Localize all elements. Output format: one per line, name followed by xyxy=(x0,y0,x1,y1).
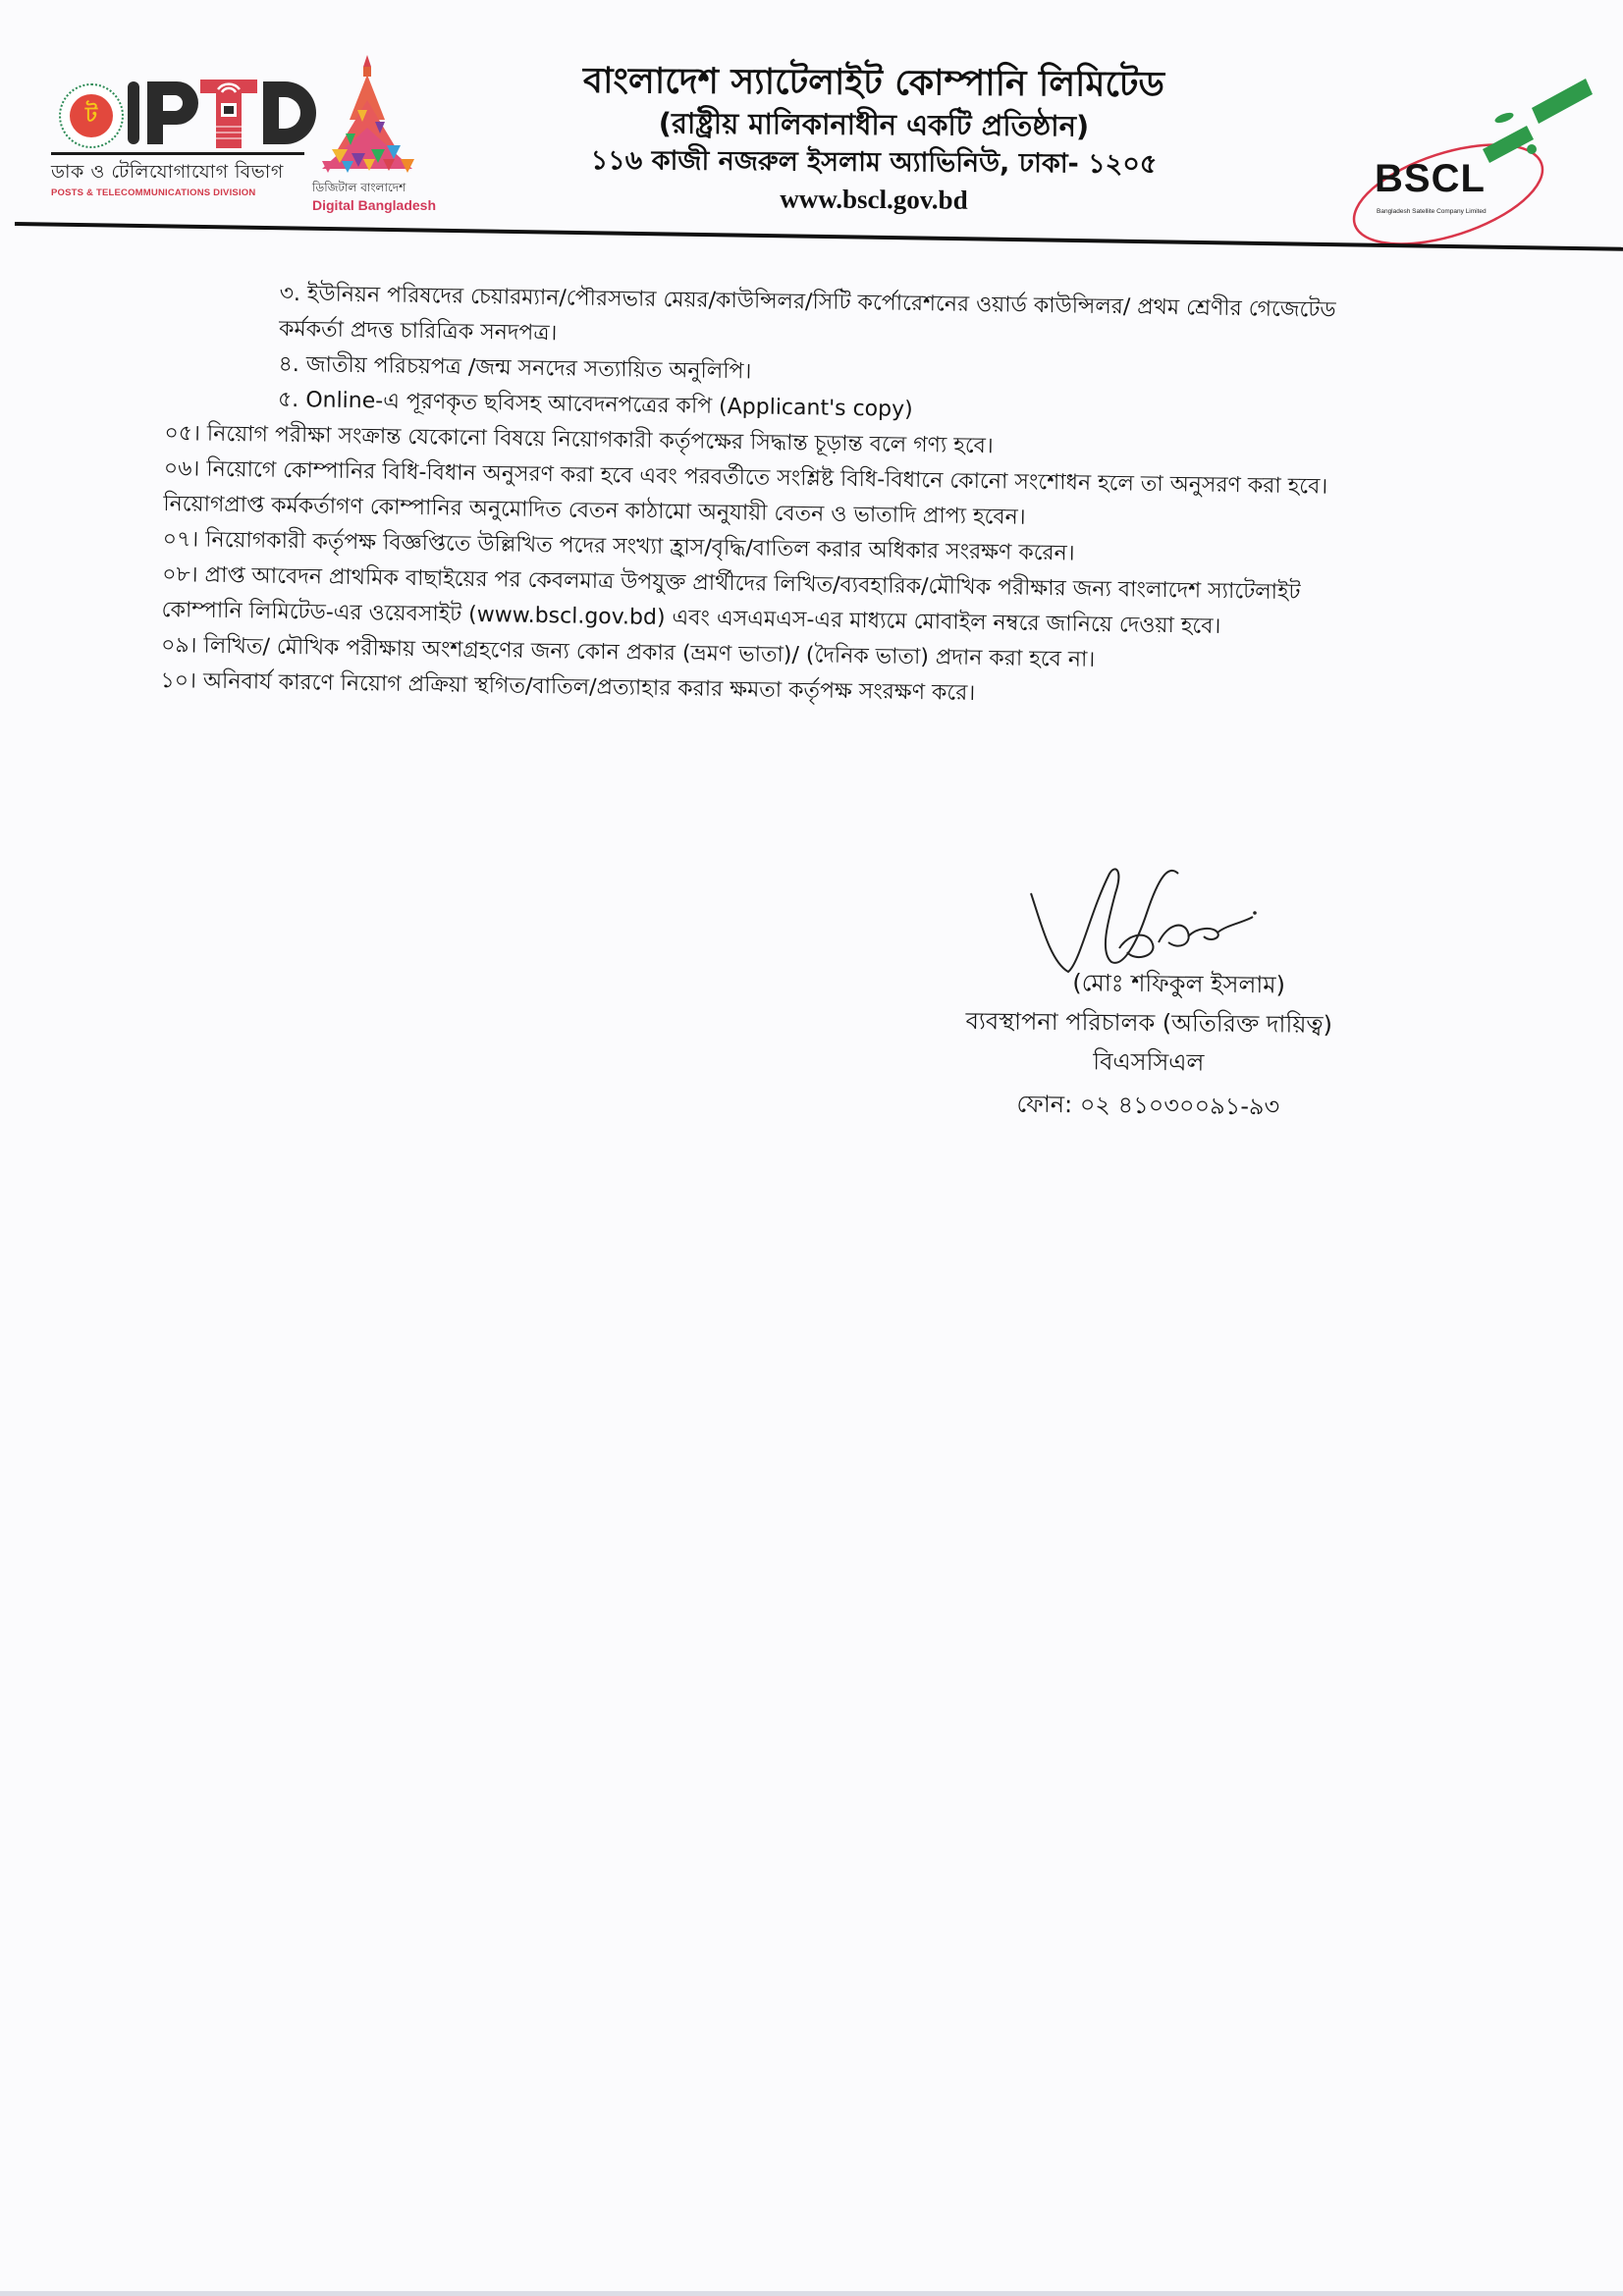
bscl-logo xyxy=(1345,79,1600,255)
page-bottom-edge xyxy=(0,2291,1623,2296)
clause-07: ০৭। নিয়োগকারী কর্তৃপক্ষ বিজ্ঞপ্তিতে উল্লিখিত পদের সংখ্যা হ্রাস/বৃদ্ধি/বাতিল করার অধিকার সংরক্ষণ করেন। xyxy=(162,526,1075,566)
notice-body xyxy=(160,275,1443,719)
signatory-organization: বিএসসিএল xyxy=(1093,1047,1205,1077)
government-emblem-icon: ট xyxy=(59,83,124,148)
organization-address: ১১৬ কাজী নজরুল ইসলাম অ্যাভিনিউ, ঢাকা- ১২০৫ xyxy=(590,144,1158,181)
signatory-name: (মোঃ শফিকুল ইসলাম) xyxy=(1072,969,1286,999)
clause-06: ০৬। নিয়োগে কোম্পানির বিধি-বিধান অনুসরণ করা হবে এবং পরবর্তীতে সংশ্লিষ্ট বিধি-বিধানে কোনো সংশোধন হলে তা অনুসরণ করা হবে। xyxy=(163,455,1328,500)
clause-05: ০৫। নিয়োগ পরীক্ষা সংক্রান্ত যেকোনো বিষয়ে নিয়োগকারী কর্তৃপক্ষের সিদ্ধান্ত চূড়ান্ত বলে গণ্য হবে। xyxy=(164,420,994,459)
organization-subtitle: (রাষ্ট্রীয় মালিকানাধীন একটি প্রতিষ্ঠান) xyxy=(658,106,1090,143)
clause-08: ০৮। প্রাপ্ত আবেদন প্রাথমিক বাছাইয়ের পর কেবলমাত্র উপযুক্ত প্রার্থীদের লিখিত/ব্যবহারিক/মৌখিক পরীক্ষার জন্য বাংলাদেশ স্যাটেলাইট xyxy=(162,561,1301,606)
signatory-block xyxy=(902,961,1395,1127)
digital-bangladesh-label-en: Digital Bangladesh xyxy=(312,197,437,213)
clause-10: ১০। অনিবার্য কারণে নিয়োগ প্রক্রিয়া স্থগিত/বাতিল/প্রত্যাহার করার ক্ষমতা কর্তৃপক্ষ সংরক্ষণ করে। xyxy=(160,667,976,706)
signatory-designation: ব্যবস্থাপনা পরিচালক (অতিরিক্ত দায়িত্ব) xyxy=(965,1007,1333,1039)
signatory-phone: ফোন: ০২ ৪১০৩০০৯১-৯৩ xyxy=(1016,1090,1280,1121)
ptd-logo-icon xyxy=(126,76,322,150)
clause-09: ০৯। লিখিত/ মৌখিক পরীক্ষায় অংশগ্রহণের জন্য কোন প্রকার (ভ্রমণ ভাতা)/ (দৈনিক ভাতা) প্রদান করা হবে না। xyxy=(160,632,1096,672)
ptd-underline xyxy=(51,152,304,155)
sub-item-4: ৪. জাতীয় পরিচয়পত্র /জন্ম সনদের সত্যায়িত অনুলিপি। xyxy=(278,351,752,385)
clause-06-cont: নিয়োগপ্রাপ্ত কর্মকর্তাগণ কোম্পানির অনুমোদিত বেতন কাঠামো অনুযায়ী বেতন ও ভাতাদি প্রাপ্য হবেন। xyxy=(163,491,1026,530)
organization-website: www.bscl.gov.bd xyxy=(780,184,968,215)
sub-item-5: ৫. Online-এ পূরণকৃত ছবিসহ আবেদনপত্রের কপি (Applicant's copy) xyxy=(277,387,913,422)
letterhead-left-logos xyxy=(39,54,452,231)
letterhead-center xyxy=(579,61,1168,216)
division-name-bn: ডাক ও টেলিযোগাযোগ বিভাগ xyxy=(51,161,284,183)
sub-item-3: ৩. ইউনিয়ন পরিষদের চেয়ারম্যান/পৌরসভার মেয়র/কাউন্সিলর/সিটি কর্পোরেশনের ওয়ার্ড কাউন্সিলর/ প্রথম শ্রেণীর গেজেটেড xyxy=(279,281,1336,323)
bscl-abbreviation: BSCL xyxy=(1375,157,1486,200)
organization-name: বাংলাদেশ স্যাটেলাইট কোম্পানি লিমিটেড xyxy=(582,60,1165,106)
digital-bangladesh-label-bn: ডিজিটাল বাংলাদেশ xyxy=(312,181,406,194)
division-name-en: POSTS & TELECOMMUNICATIONS DIVISION xyxy=(51,187,256,198)
sub-item-3-cont: কর্মকর্তা প্রদত্ত চারিত্রিক সনদপত্র। xyxy=(278,316,558,347)
bscl-tagline: Bangladesh Satellite Company Limited xyxy=(1377,208,1487,215)
clause-08-cont: কোম্পানি লিমিটেড-এর ওয়েবসাইট (www.bscl.gov.bd) এবং এসএমএস-এর মাধ্যমে মোবাইল নম্বরে জানিয়ে দেওয়া হবে। xyxy=(161,597,1221,639)
